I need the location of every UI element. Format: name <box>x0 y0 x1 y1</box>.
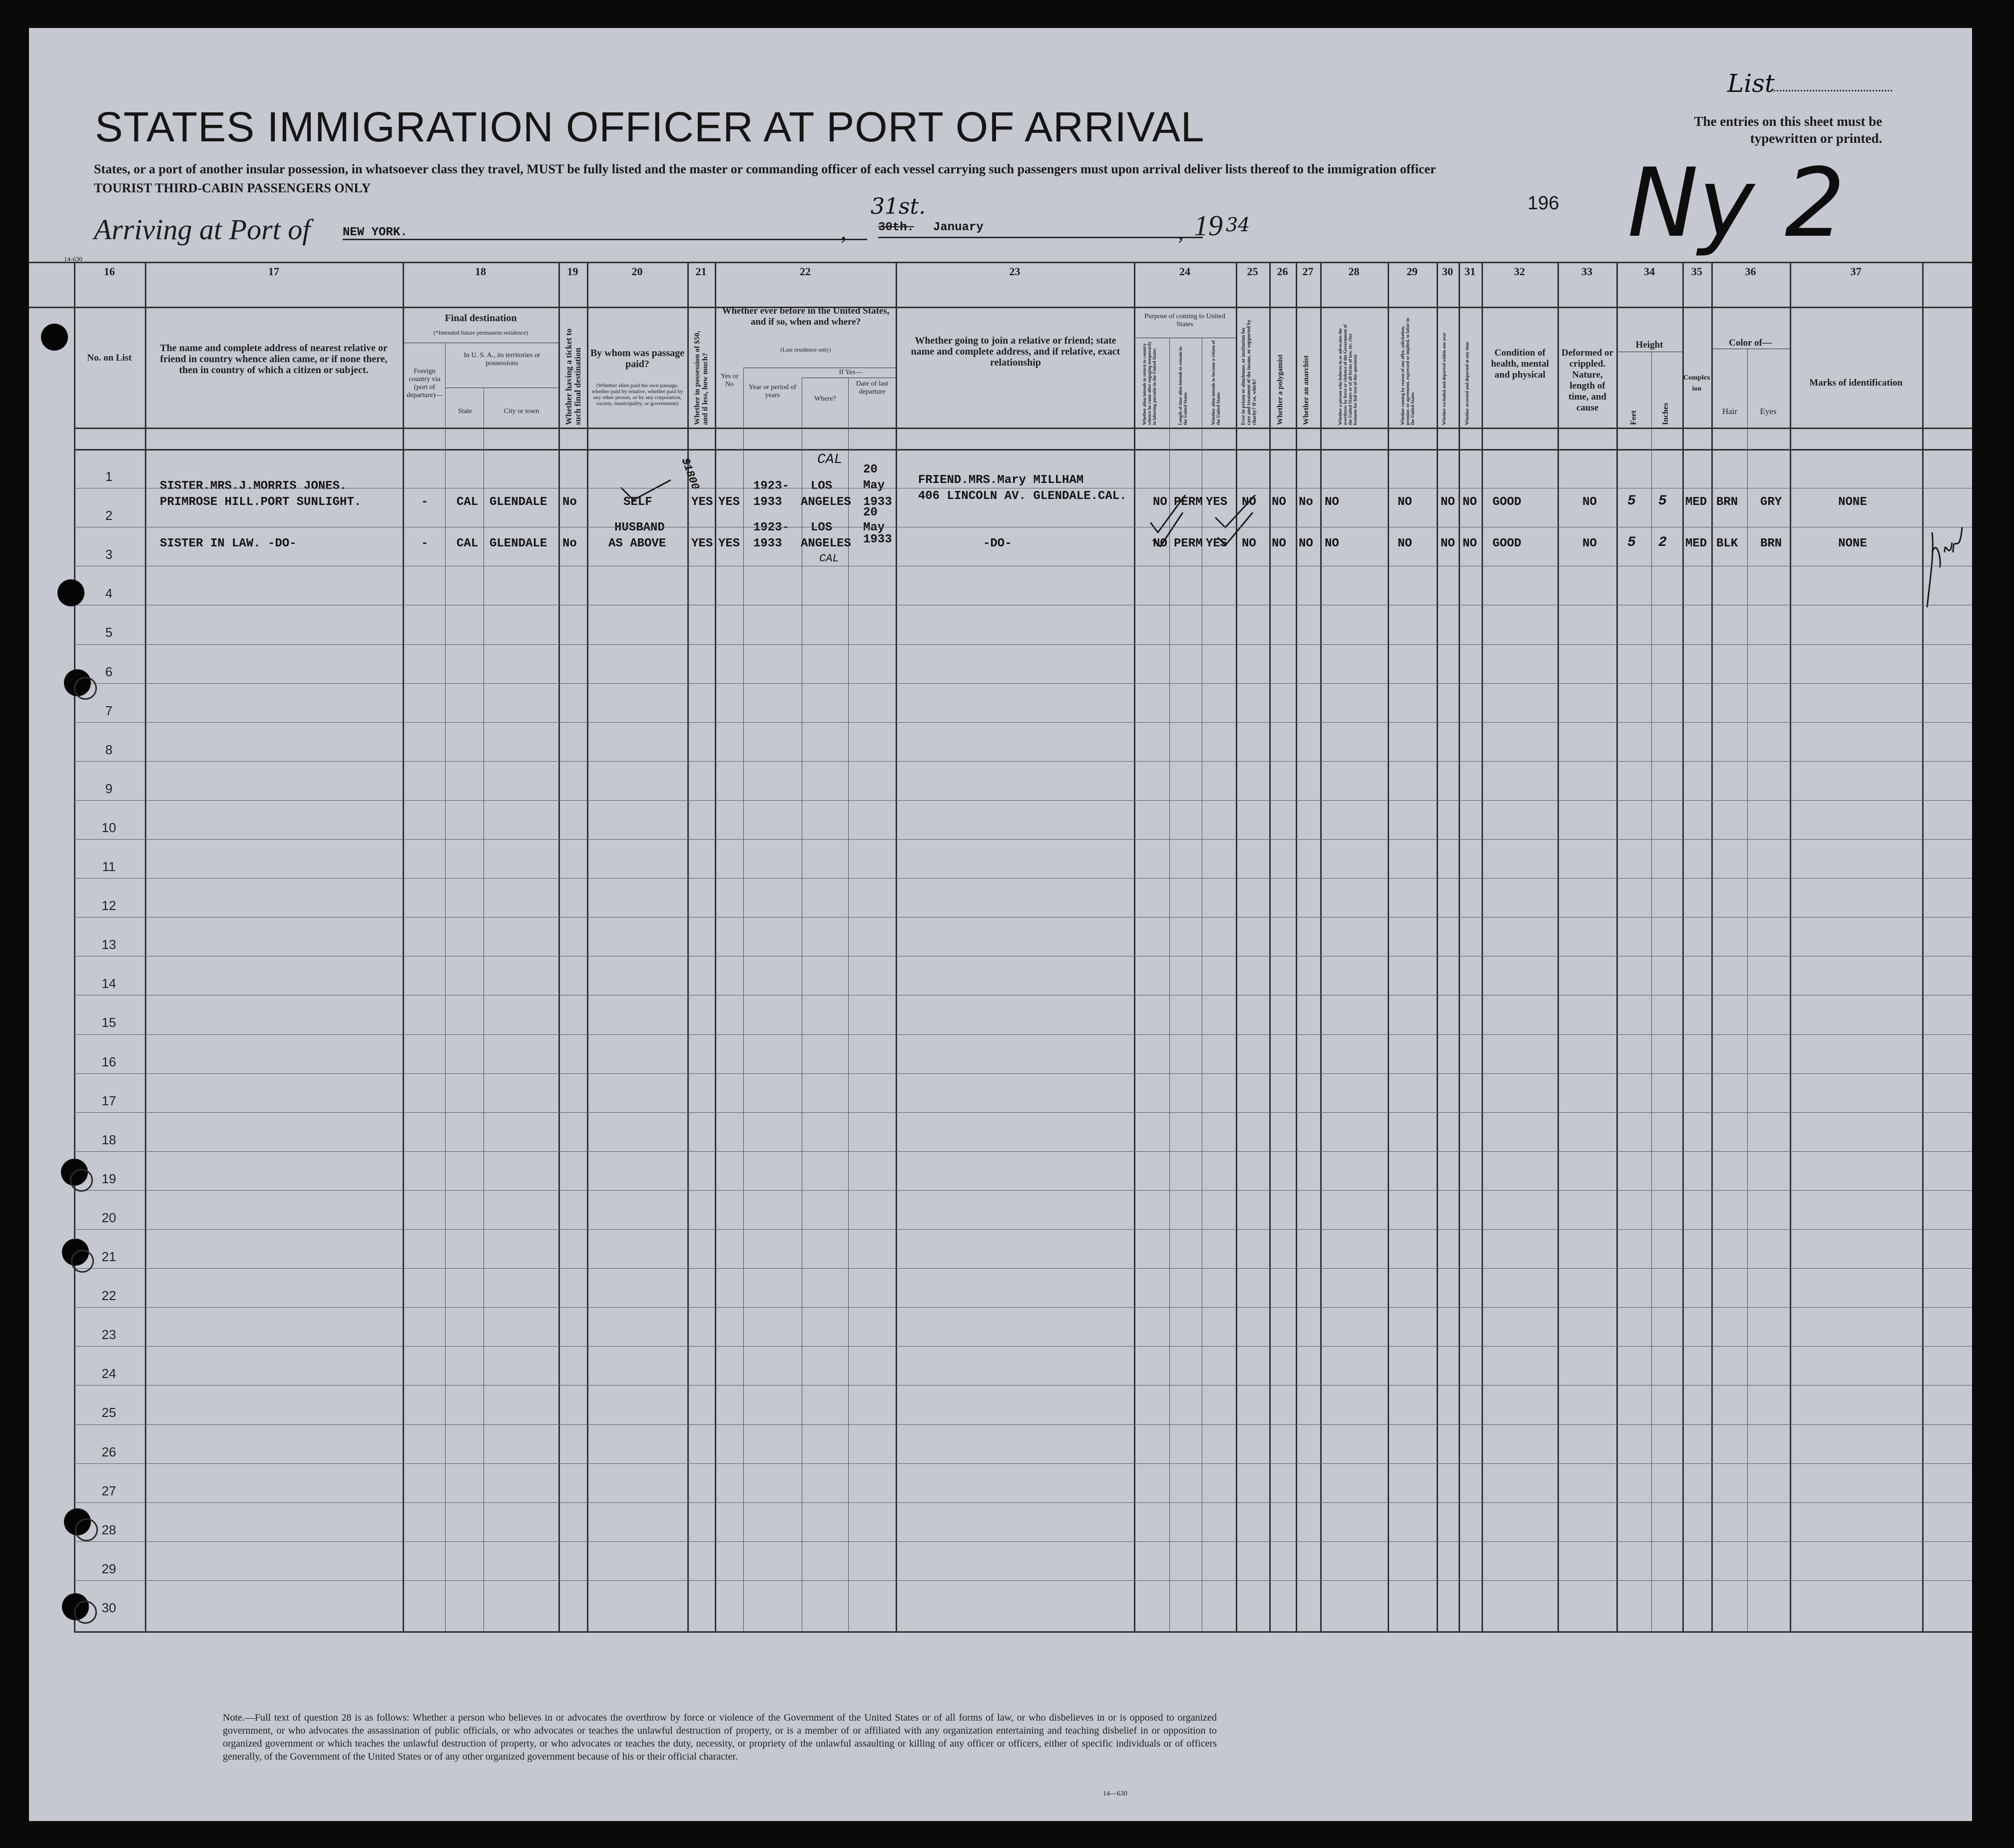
row-number: 17 <box>101 1093 116 1108</box>
hdr-date-last-departure: Date of last departure <box>856 380 889 396</box>
r2-q29: NO <box>1398 537 1412 550</box>
r1-health: GOOD <box>1493 495 1521 509</box>
footnote-form-code: 14—630 <box>1103 1790 1127 1798</box>
row-number: 7 <box>105 703 113 718</box>
r1-been-before: YES <box>718 495 740 509</box>
r1-relative-line2: PRIMROSE HILL.PORT SUNLIGHT. <box>160 495 362 509</box>
colnum-19: 19 <box>567 265 578 278</box>
colnum-22: 22 <box>800 265 811 278</box>
row-number: 19 <box>101 1171 116 1186</box>
r1-years: 1923- <box>753 479 790 493</box>
hdr-color-of: Color of— <box>1729 338 1772 348</box>
hdr-inches: Inches <box>1661 403 1670 425</box>
r1-money-hand: $1800 <box>678 456 702 492</box>
row-number: 21 <box>101 1249 116 1264</box>
form-subtitle: States, or a port of another insular possession, in whatsoever class they travel, MUST be fully listed and the master or commanding officer of each vessel carrying such passengers must upon arrival deliver lists thereof to the immigration officer <box>94 162 1436 176</box>
hdr-foreign-country: Foreign country via (port of departure)— <box>407 368 443 399</box>
punch-hole <box>71 1250 94 1273</box>
row-number: 26 <box>101 1444 116 1459</box>
punch-hole <box>75 1518 98 1541</box>
r2-years: 1923- <box>753 521 790 534</box>
row-divider <box>74 644 1972 645</box>
colnum-32: 32 <box>1514 265 1525 278</box>
day-struck: 30th. <box>878 221 915 234</box>
colnum-31: 31 <box>1465 265 1476 278</box>
colnum-35: 35 <box>1691 265 1702 278</box>
r2-where2: ANGELES <box>801 537 851 550</box>
row-number: 13 <box>101 937 116 952</box>
r2-q31: NO <box>1463 537 1477 550</box>
r1-date: 20 <box>863 463 878 476</box>
day-handwritten: 31st. <box>871 194 926 219</box>
r1-citizen: YES <box>1206 495 1228 509</box>
hdr-complexion: Complexion <box>1683 374 1710 393</box>
hdr-nearest-relative: The name and complete address of nearest relative or friend in country whence alien came, or if none there, then in country of which a citizen or subject. <box>160 343 388 376</box>
row-number: 12 <box>101 898 116 914</box>
r2-anarchist: NO <box>1299 537 1313 550</box>
check-mark-icon <box>618 477 673 502</box>
r1-inches: 5 <box>1658 493 1667 509</box>
colnum-23: 23 <box>1009 265 1020 278</box>
r1-prison: NO <box>1242 495 1256 509</box>
initials-mark-icon <box>1922 522 1967 612</box>
hdr-state: State <box>458 408 472 415</box>
year-suffix: 34 <box>1226 214 1250 236</box>
r2-ticket: No <box>562 537 577 550</box>
hdr-fifty-dollars: Whether in possession of $50, and if less, how much? <box>693 331 709 425</box>
r2-q30: NO <box>1441 537 1455 550</box>
row-number: 23 <box>101 1327 116 1343</box>
entry-top-rule <box>74 449 1972 451</box>
row-number: 29 <box>101 1561 116 1576</box>
r2-feet: 5 <box>1627 535 1636 550</box>
month-value: January <box>933 221 984 234</box>
row-number: 27 <box>101 1483 116 1498</box>
r2-where: LOS <box>811 521 833 534</box>
r1-hair: BRN <box>1716 495 1738 509</box>
r1-date2: May <box>863 479 885 492</box>
row-number: 16 <box>101 1054 116 1069</box>
row-divider <box>74 1502 1972 1503</box>
row-number: 3 <box>105 547 113 562</box>
entries-note: The entries on this sheet must be typewritten or printed. <box>1694 114 1882 146</box>
list-number-line <box>1767 90 1892 91</box>
colnum-21: 21 <box>695 265 707 278</box>
colnum-20: 20 <box>631 265 643 278</box>
hdr-polygamist: Whether a polygamist <box>1276 354 1284 425</box>
hdr-anarchist: Whether an anarchist <box>1302 355 1310 425</box>
hdr-marks: Marks of identification <box>1809 378 1903 388</box>
colnum-18: 18 <box>475 265 486 278</box>
row-number: 14 <box>101 976 116 991</box>
r2-money: YES <box>691 537 713 550</box>
r2-eyes: BRN <box>1760 537 1782 550</box>
hdr-ticket: Whether having a ticket to such final destination <box>564 328 582 425</box>
r2-date2: May <box>863 521 885 534</box>
row-divider <box>74 722 1972 723</box>
row-number: 9 <box>105 781 113 796</box>
footnote-q28: Note.—Full text of question 28 is as follows: Whether a person who believes in or advocates the overthrow by force or violence of the Government of the United States or of all forms of law, or who disbelieves in or is opposed to organized government, or who advocates the assassination of public officials, or who advocates or teaches the unlawful destruction of property, or is a member of or affiliated with any organization entertaining and teaching disbelief in or opposition to organized government or which teaches the unlawful destruction of property, or who advocates or teaches the duty, necessity, or propriety of the unlawful assaulting or killing of any officer or officers, either of specific individuals or of officers generally, of the Government of the United States or of any other organized government because of his or their official character. <box>223 1712 1217 1762</box>
row-number: 18 <box>101 1132 116 1147</box>
row-number: 20 <box>101 1210 116 1225</box>
row-divider <box>74 1073 1972 1074</box>
hdr-purpose-length: Length of time alien intends to remain in the United States <box>1178 347 1188 425</box>
hdr-purpose-return: Whether alien intends to return to country whence he came after engaging temporarily in laboring pursuits in the United States <box>1142 341 1157 425</box>
r1-where2: ANGELES <box>801 495 851 509</box>
row-divider <box>74 800 1972 801</box>
r2-years2: 1933 <box>753 537 782 550</box>
row-divider <box>74 1424 1972 1425</box>
hdr-hair: Hair <box>1722 407 1738 416</box>
r1-q31: NO <box>1463 495 1477 509</box>
row-number: 30 <box>101 1600 116 1615</box>
row-divider <box>74 1463 1972 1464</box>
hdr-health: Condition of health, mental and physical <box>1491 348 1549 380</box>
hdr-final-dest-note: (*Intended future permanent residence) <box>433 329 528 336</box>
r2-health: GOOD <box>1493 537 1521 550</box>
hdr-purpose-citizen: Whether alien intends to become a citizen of the United States <box>1211 340 1221 425</box>
r1-years2: 1933 <box>753 495 782 509</box>
row-number: 25 <box>101 1405 116 1420</box>
hdr-eyes: Eyes <box>1760 407 1777 416</box>
r1-where: LOS <box>811 479 833 493</box>
hdr-yes-or-no: Yes or No <box>720 373 739 388</box>
row-divider <box>74 1229 1972 1230</box>
port-line <box>343 239 867 240</box>
row-divider <box>74 1034 1972 1035</box>
hdr-q31: Whether arrested and deported at any time <box>1465 342 1470 425</box>
colnum-36: 36 <box>1745 265 1756 278</box>
ny2-stamp: Ny 2 <box>1627 148 1845 258</box>
r1-q30: NO <box>1441 495 1455 509</box>
colnum-37: 37 <box>1850 265 1862 278</box>
r2-prison: NO <box>1242 537 1256 550</box>
colnum-16: 16 <box>104 265 115 278</box>
row-divider <box>74 1268 1972 1269</box>
punch-hole <box>74 677 97 700</box>
r1-anarchist: No <box>1299 495 1313 509</box>
r2-inches: 2 <box>1658 535 1667 550</box>
r1-paid-by: SELF <box>623 495 652 509</box>
colnum-30: 30 <box>1442 265 1453 278</box>
hdr-in-usa: In U. S. A., its territories or possessions <box>464 352 540 367</box>
hdr-passage-paid: By whom was passage paid? <box>590 348 685 370</box>
row-divider <box>74 917 1972 918</box>
form-title: STATES IMMIGRATION OFFICER AT PORT OF ARRIVAL <box>95 103 1205 150</box>
r2-complexion: MED <box>1685 537 1707 550</box>
r2-date3: 1933 <box>863 533 892 546</box>
check-mark-icon <box>1213 492 1258 547</box>
row-divider <box>74 1307 1972 1308</box>
hdr-deformed: Deformed or crippled. Nature, length of time, and cause <box>1561 348 1613 413</box>
hdr-q29: Whether coming by reason of any offer, solicitation, promise, or agreement, expressed or implied, to labor in the United States <box>1400 318 1415 425</box>
row-divider <box>74 1541 1972 1542</box>
colnum-rule <box>29 307 1972 308</box>
colnum-27: 27 <box>1302 265 1314 278</box>
r1-return: NO <box>1153 495 1167 509</box>
hdr-prison: Ever in prison or almshouse, or institution for care and treatment of the insane, or supported by charity? If so, which? <box>1241 320 1257 425</box>
row-divider <box>74 839 1972 840</box>
row-divider <box>74 1151 1972 1152</box>
hdr-city: City or town <box>504 408 539 415</box>
r2-state: CAL <box>457 537 479 550</box>
hdr-no-on-list: No. on List <box>87 353 132 363</box>
r2-paid-by2: AS ABOVE <box>608 537 666 550</box>
table-bottom-rule <box>74 1631 1972 1633</box>
port-value: NEW YORK. <box>343 226 408 239</box>
row-divider <box>74 1385 1972 1386</box>
table-top-rule <box>29 262 1972 263</box>
r1-state: CAL <box>457 495 479 509</box>
class-line: TOURIST THIRD-CABIN PASSENGERS ONLY <box>94 181 371 195</box>
colnum-33: 33 <box>1581 265 1592 278</box>
r1-where-hand: CAL <box>817 452 843 467</box>
row-number: 4 <box>105 586 113 601</box>
r2-deformed: NO <box>1582 537 1597 550</box>
row-divider <box>74 761 1972 762</box>
row-divider <box>74 878 1972 879</box>
colnum-29: 29 <box>1407 265 1418 278</box>
row-number: 5 <box>105 625 113 640</box>
punch-hole <box>57 579 84 606</box>
r1-q28: NO <box>1325 495 1339 509</box>
hdr-where: Where? <box>814 395 836 403</box>
manifest-sheet: List The entries on this sheet must be typewritten or printed. Ny 2 STATES IMMIGRATION OFFICER AT PORT OF ARRIVAL States, or a port of another insular possession, in whatsoever class they travel, MUST be fully listed and the master or commanding officer of each vessel carrying such passengers must upon arrival deliver lists thereof to the immigration officer TOURIST THIRD-CABIN PASSENGERS ONLY Arriving at Port of NEW YORK. , 31st. 30th. January , 19 34 196 14-630 16 17 18 19 20 21 22 23 24 25 26 27 28 29 30 31 32 33 34 35 36 37 No. on List The name and complete address of nearest relative or friend in country whence alien came, or if none there, then in country of which a citizen or subject. Final destination (*Intended future permanent residence) Foreign country via (port of departure)— In U. S. A., its territories or possessions State City or town Whether having a ticket to such final destination By whom was passage paid? (Whether alien paid his own passage, whether paid by relative, whether paid by any other person, or by any corporation, society, municipality, or government) Whether in possession of $50, and if less, how much? Whether ever before in the United States, and if so, when and where? (Last residence only) Yes or No If Yes— Year or period of years Where? Date of last departure Whether going to join a relative or friend; state name and complete address, and if relative, exact relationship Purpose of coming to United States Whether alien intends to return to country whence he came after engaging temporarily in laboring pursuits in the United States Length of time alien intends to remain in the United States Whether alien intends to become a citizen of the United States Ever in prison or almshouse, or institution for care and treatment of the insane, or supported by charity? If so, which? Whether a polygamist Whether an anarchist Whether a person who believes in or advocates the overthrow by force or violence of the Government of the United States or of all forms of law, etc. (See footnote for full text of this question) Whether coming by reason of any offer, solicitation, promise, or agreement, expressed or implied, to labor in the United States Whether excluded and deported within one year Whether arrested and deported at any time Condition of health, mental and physical Deformed or crippled. Nature, length of time, and cause Height Feet Inches Complexion Color of— Hair Eyes Marks of identification SISTER.MRS.J.MORRIS JONES. PRIMROSE HILL.PORT SUNLIGHT. - CAL GLENDALE No SELF $1800 YES YES 1923- 1933 CAL LOS ANGELES 20 May 1933 FRIEND.MRS.Mary MILLHAM 406 LINCOLN AV. GLENDALE.CAL. NO PERM YES NO NO No NO NO NO NO GOOD NO 5 5 MED BRN GRY NONE SISTER IN LAW. -DO- - CAL GLENDALE No HUSBAND AS ABOVE YES YES 1923- 1933 LOS ANGELES CAL 20 May 1933 -DO- NO PERM YES NO NO NO NO NO NO NO GOOD NO 5 2 MED BLK BRN NONE Note.—Full text of question 28 is as follows: Whether a person who believes in or advocates the overthrow by force or violence of the Government of the United States or of all forms of law, or who disbelieves in or is opposed to organized government, or who advocates the assassination of public officials, or who advocates or teaches the unlawful destruction of property, or is a member of or affiliated with any organization entertaining and teaching disbelief in or opposition to organized government or which teaches the unlawful destruction of property, or who advocates or teaches the duty, necessity, or propriety of the unlawful assaulting or killing of any officer or officers, either of specific individuals or of officers generally, of the Government of the United States or of any other organized government because of his or their official character. 14—630 1 2 3 4 5 6 7 8 9 10 11 12 13 14 15 16 17 18 19 20 21 22 23 24 25 26 27 28 29 30 <box>29 28 1972 1821</box>
colnum-25: 25 <box>1247 265 1258 278</box>
r1-marks: NONE <box>1838 495 1867 509</box>
date-line <box>878 237 1203 238</box>
row-divider <box>74 1346 1972 1347</box>
r1-joining: FRIEND.MRS.Mary MILLHAM <box>918 473 1084 487</box>
row-number: 8 <box>105 742 113 757</box>
hdr-going-to-join: Whether going to join a relative or friend; state name and complete address, and if relative, exact relationship <box>911 335 1120 368</box>
r2-hair: BLK <box>1716 537 1738 550</box>
r1-feet: 5 <box>1627 493 1636 509</box>
r2-joining: -DO- <box>983 537 1012 550</box>
hdr-height: Height <box>1635 340 1663 350</box>
colnum-28: 28 <box>1348 265 1360 278</box>
hdr-year-period: Year or period of years <box>748 384 797 399</box>
r1-foreign: - <box>421 495 429 509</box>
colnum-17: 17 <box>268 265 279 278</box>
check-mark-icon <box>1148 492 1188 547</box>
punch-hole <box>41 324 68 351</box>
row-divider <box>74 1112 1972 1113</box>
year-prefix: 19 <box>1194 209 1223 242</box>
punch-hole <box>74 1601 97 1624</box>
r2-marks: NONE <box>1838 537 1867 550</box>
hdr-if-yes: If Yes— <box>839 369 863 376</box>
r2-return: NO <box>1153 537 1167 550</box>
row-number: 11 <box>102 859 116 874</box>
r1-length: PERM <box>1174 495 1203 509</box>
colnum-34: 34 <box>1644 265 1655 278</box>
arriving-label: Arriving at Port of <box>94 213 311 246</box>
row-divider <box>74 1190 1972 1191</box>
hdr-q28: Whether a person who believes in or advocates the overthrow by force or violence of the Government of the United States or of all forms of law, etc. (See footnote for full text of this question) <box>1338 324 1358 425</box>
r1-ticket: No <box>562 495 577 509</box>
row-divider <box>74 683 1972 684</box>
hdr-last-residence: (Last residence only) <box>780 346 831 353</box>
list-label: List <box>1727 69 1775 98</box>
r1-deformed: NO <box>1582 495 1597 509</box>
form-code: 14-630 <box>64 255 82 263</box>
r1-complexion: MED <box>1685 495 1707 509</box>
r1-polygamist: NO <box>1272 495 1286 509</box>
hdr-feet: Feet <box>1629 410 1638 425</box>
row-number: 24 <box>101 1366 116 1382</box>
r2-where-hand: CAL <box>819 552 839 565</box>
r1-city: GLENDALE <box>490 495 547 509</box>
row-number: 6 <box>105 664 113 679</box>
r2-paid-by: HUSBAND <box>614 521 665 534</box>
row-number: 22 <box>101 1288 116 1304</box>
r2-city: GLENDALE <box>490 537 547 550</box>
r2-date: 20 <box>863 506 878 519</box>
colnum-26: 26 <box>1277 265 1288 278</box>
r2-length: PERM <box>1174 537 1203 550</box>
hdr-ever-before: Whether ever before in the United States, and if so, when and where? <box>722 306 890 327</box>
r2-relative-line1: SISTER IN LAW. -DO- <box>160 537 297 550</box>
r2-citizen: YES <box>1206 537 1228 550</box>
punch-hole <box>70 1169 93 1192</box>
r1-relative-line1: SISTER.MRS.J.MORRIS JONES. <box>160 479 347 493</box>
row-number: 15 <box>101 1015 116 1030</box>
r1-q29: NO <box>1398 495 1412 509</box>
hdr-q30: Whether excluded and deported within one year <box>1442 332 1447 425</box>
row-divider <box>74 1580 1972 1581</box>
r1-joining2: 406 LINCOLN AV. GLENDALE.CAL. <box>918 489 1127 503</box>
r1-money: YES <box>691 495 713 509</box>
row-number: 2 <box>105 508 113 523</box>
hdr-purpose: Purpose of coming to United States <box>1144 313 1225 328</box>
hdr-passage-note: (Whether alien paid his own passage, whether paid by relative, whether paid by any other person, or by any corporation, society, municipality, or government) <box>591 383 683 407</box>
row-number: 1 <box>105 469 113 484</box>
r1-date3: 1933 <box>863 495 892 509</box>
r2-been-before: YES <box>718 537 740 550</box>
row-number: 28 <box>101 1522 116 1537</box>
colnum-24: 24 <box>1179 265 1190 278</box>
header-bottom-rule <box>74 428 1972 429</box>
r2-foreign: - <box>421 537 429 550</box>
r2-polygamist: NO <box>1272 537 1286 550</box>
r2-q28: NO <box>1325 537 1339 550</box>
r1-eyes: GRY <box>1760 495 1782 509</box>
hdr-final-destination: Final destination <box>445 313 517 324</box>
sheet-number: 196 <box>1527 193 1559 214</box>
row-number: 10 <box>101 820 116 835</box>
